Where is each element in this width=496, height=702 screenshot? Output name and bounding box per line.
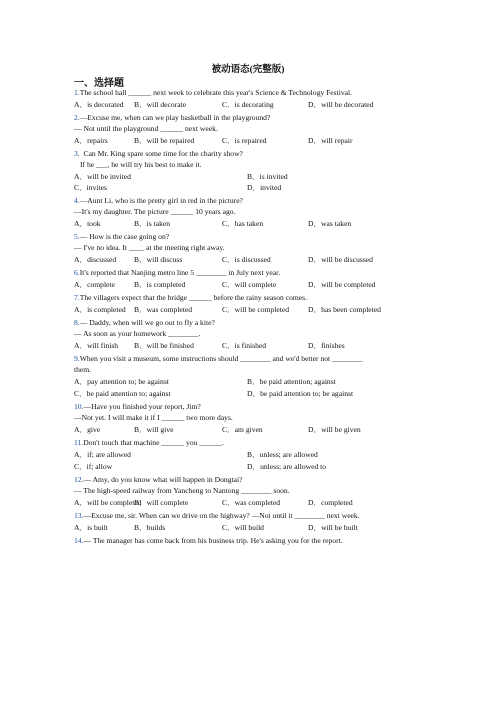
- option-a: A．discussed: [74, 255, 117, 264]
- option-b: B．be paid attention; against: [247, 377, 336, 386]
- option-a: A．is decorated: [74, 100, 124, 109]
- option-b: B．builds: [134, 523, 166, 532]
- option-d: D．will be given: [308, 425, 361, 434]
- option-c: C．be paid attention to; against: [74, 389, 171, 398]
- question-8: 8.— Daddy, when will we go out to fly a kite?: [74, 318, 215, 327]
- option-c: C．will build: [222, 523, 264, 532]
- question-6: 6.It's reported that Nanjing metro line 5 ________ in July next year.: [74, 268, 281, 277]
- question-4-line2: —It's my daughter. The picture ______ 10 years ago.: [74, 207, 236, 216]
- question-12: 12.— Amy, do you know what will happen in Dongtai?: [74, 475, 243, 484]
- option-b: B．will decorate: [134, 100, 187, 109]
- question-8-line2: — As soon as your homework ________.: [74, 329, 201, 338]
- option-d: D．completed: [308, 498, 353, 507]
- option-a: A．give: [74, 425, 101, 434]
- option-b: B．was completed: [134, 305, 192, 314]
- option-c: C．has taken: [222, 219, 264, 228]
- option-c: C．will complete: [222, 280, 277, 289]
- option-d: D．will be discussed: [308, 255, 373, 264]
- question-2-line2: — Not until the playground ______ next week.: [74, 124, 218, 133]
- option-b: B．will be repaired: [134, 136, 195, 145]
- option-c: C．is finished: [222, 341, 267, 350]
- question-9-line2: them.: [74, 365, 92, 374]
- option-c: C．is discussed: [222, 255, 271, 264]
- option-d: D．unless; are allowed to: [247, 462, 327, 471]
- option-b: B．unless; are allowed: [247, 450, 318, 459]
- option-a: A．took: [74, 219, 101, 228]
- question-12-line2: — The high-speed railway from Yancheng to Nantong ________ soon.: [74, 486, 290, 495]
- option-b: B．is taken: [134, 219, 171, 228]
- option-a: A．will be completed: [74, 498, 142, 507]
- option-b: B．will be finished: [134, 341, 194, 350]
- option-a: A．is built: [74, 523, 108, 532]
- option-c: C．was completed: [222, 498, 280, 507]
- option-a: A．if; are allowed: [74, 450, 131, 459]
- option-a: A．will finish: [74, 341, 119, 350]
- option-d: D．will be decorated: [308, 100, 374, 109]
- question-3-line2: If he ___, he will try his best to make it.: [80, 160, 202, 169]
- page-title: 被动语态(完整版): [211, 65, 285, 75]
- option-b: B．is invited: [247, 172, 288, 181]
- option-c: C．is repaired: [222, 136, 267, 145]
- question-5-line2: — I've no idea. It ____ at the meeting right away.: [74, 243, 225, 252]
- question-10-line2: —Not yet. I will make it if I ______ two more days.: [74, 413, 233, 422]
- question-1: 1.The school hall ______ next week to celebrate this year's Science & Technology Festival.: [74, 88, 353, 97]
- option-c: C．am given: [222, 425, 263, 434]
- option-d: D．will be completed: [308, 280, 376, 289]
- option-c: C．will be completed: [222, 305, 290, 314]
- section-heading: 一、选择题: [74, 78, 124, 89]
- option-d: D．will be built: [308, 523, 358, 532]
- question-5: 5.— How is the case going on?: [74, 232, 170, 241]
- option-b: B．is completed: [134, 280, 186, 289]
- option-d: D．invited: [247, 183, 282, 192]
- option-b: B．will give: [134, 425, 174, 434]
- option-a: A．will be invited: [74, 172, 131, 181]
- question-4: 4.—Aunt Li, who is the pretty girl in red in the picture?: [74, 196, 243, 205]
- option-c: C．is decorating: [222, 100, 274, 109]
- question-10: 10.—Have you finished your report, Jim?: [74, 402, 201, 411]
- question-14: 14.— The manager has come back from his business trip. He's asking you for the report.: [74, 536, 343, 545]
- option-b: B．will complete: [134, 498, 189, 507]
- option-d: D．has been completed: [308, 305, 381, 314]
- option-d: D．was taken: [308, 219, 352, 228]
- option-a: A．pay attention to; be against: [74, 377, 169, 386]
- option-a: A．complete: [74, 280, 115, 289]
- question-11: 11.Don't touch that machine ______ you ______.: [74, 438, 224, 447]
- option-b: B．will discuss: [134, 255, 183, 264]
- option-c: C．invites: [74, 183, 107, 192]
- question-7: 7.The villagers expect that the bridge ______ before the rainy season comes.: [74, 293, 308, 302]
- option-d: D．be paid attention to; be against: [247, 389, 354, 398]
- option-c: C．if; allow: [74, 462, 113, 471]
- question-2: 2.—Excuse me, when can we play basketball in the playground?: [74, 113, 271, 122]
- option-a: A．repairs: [74, 136, 108, 145]
- question-3: 3. Can Mr. King spare some time for the charity show?: [74, 149, 243, 158]
- option-d: D．will repair: [308, 136, 353, 145]
- option-a: A．is completed: [74, 305, 126, 314]
- question-9: 9.When you visit a museum, some instructions should ________ and we'd better not ________: [74, 354, 363, 363]
- question-13: 13.—Excuse me, sir. When can we drive on the highway? —Not until it ________ next week.: [74, 511, 360, 520]
- option-d: D．finishes: [308, 341, 345, 350]
